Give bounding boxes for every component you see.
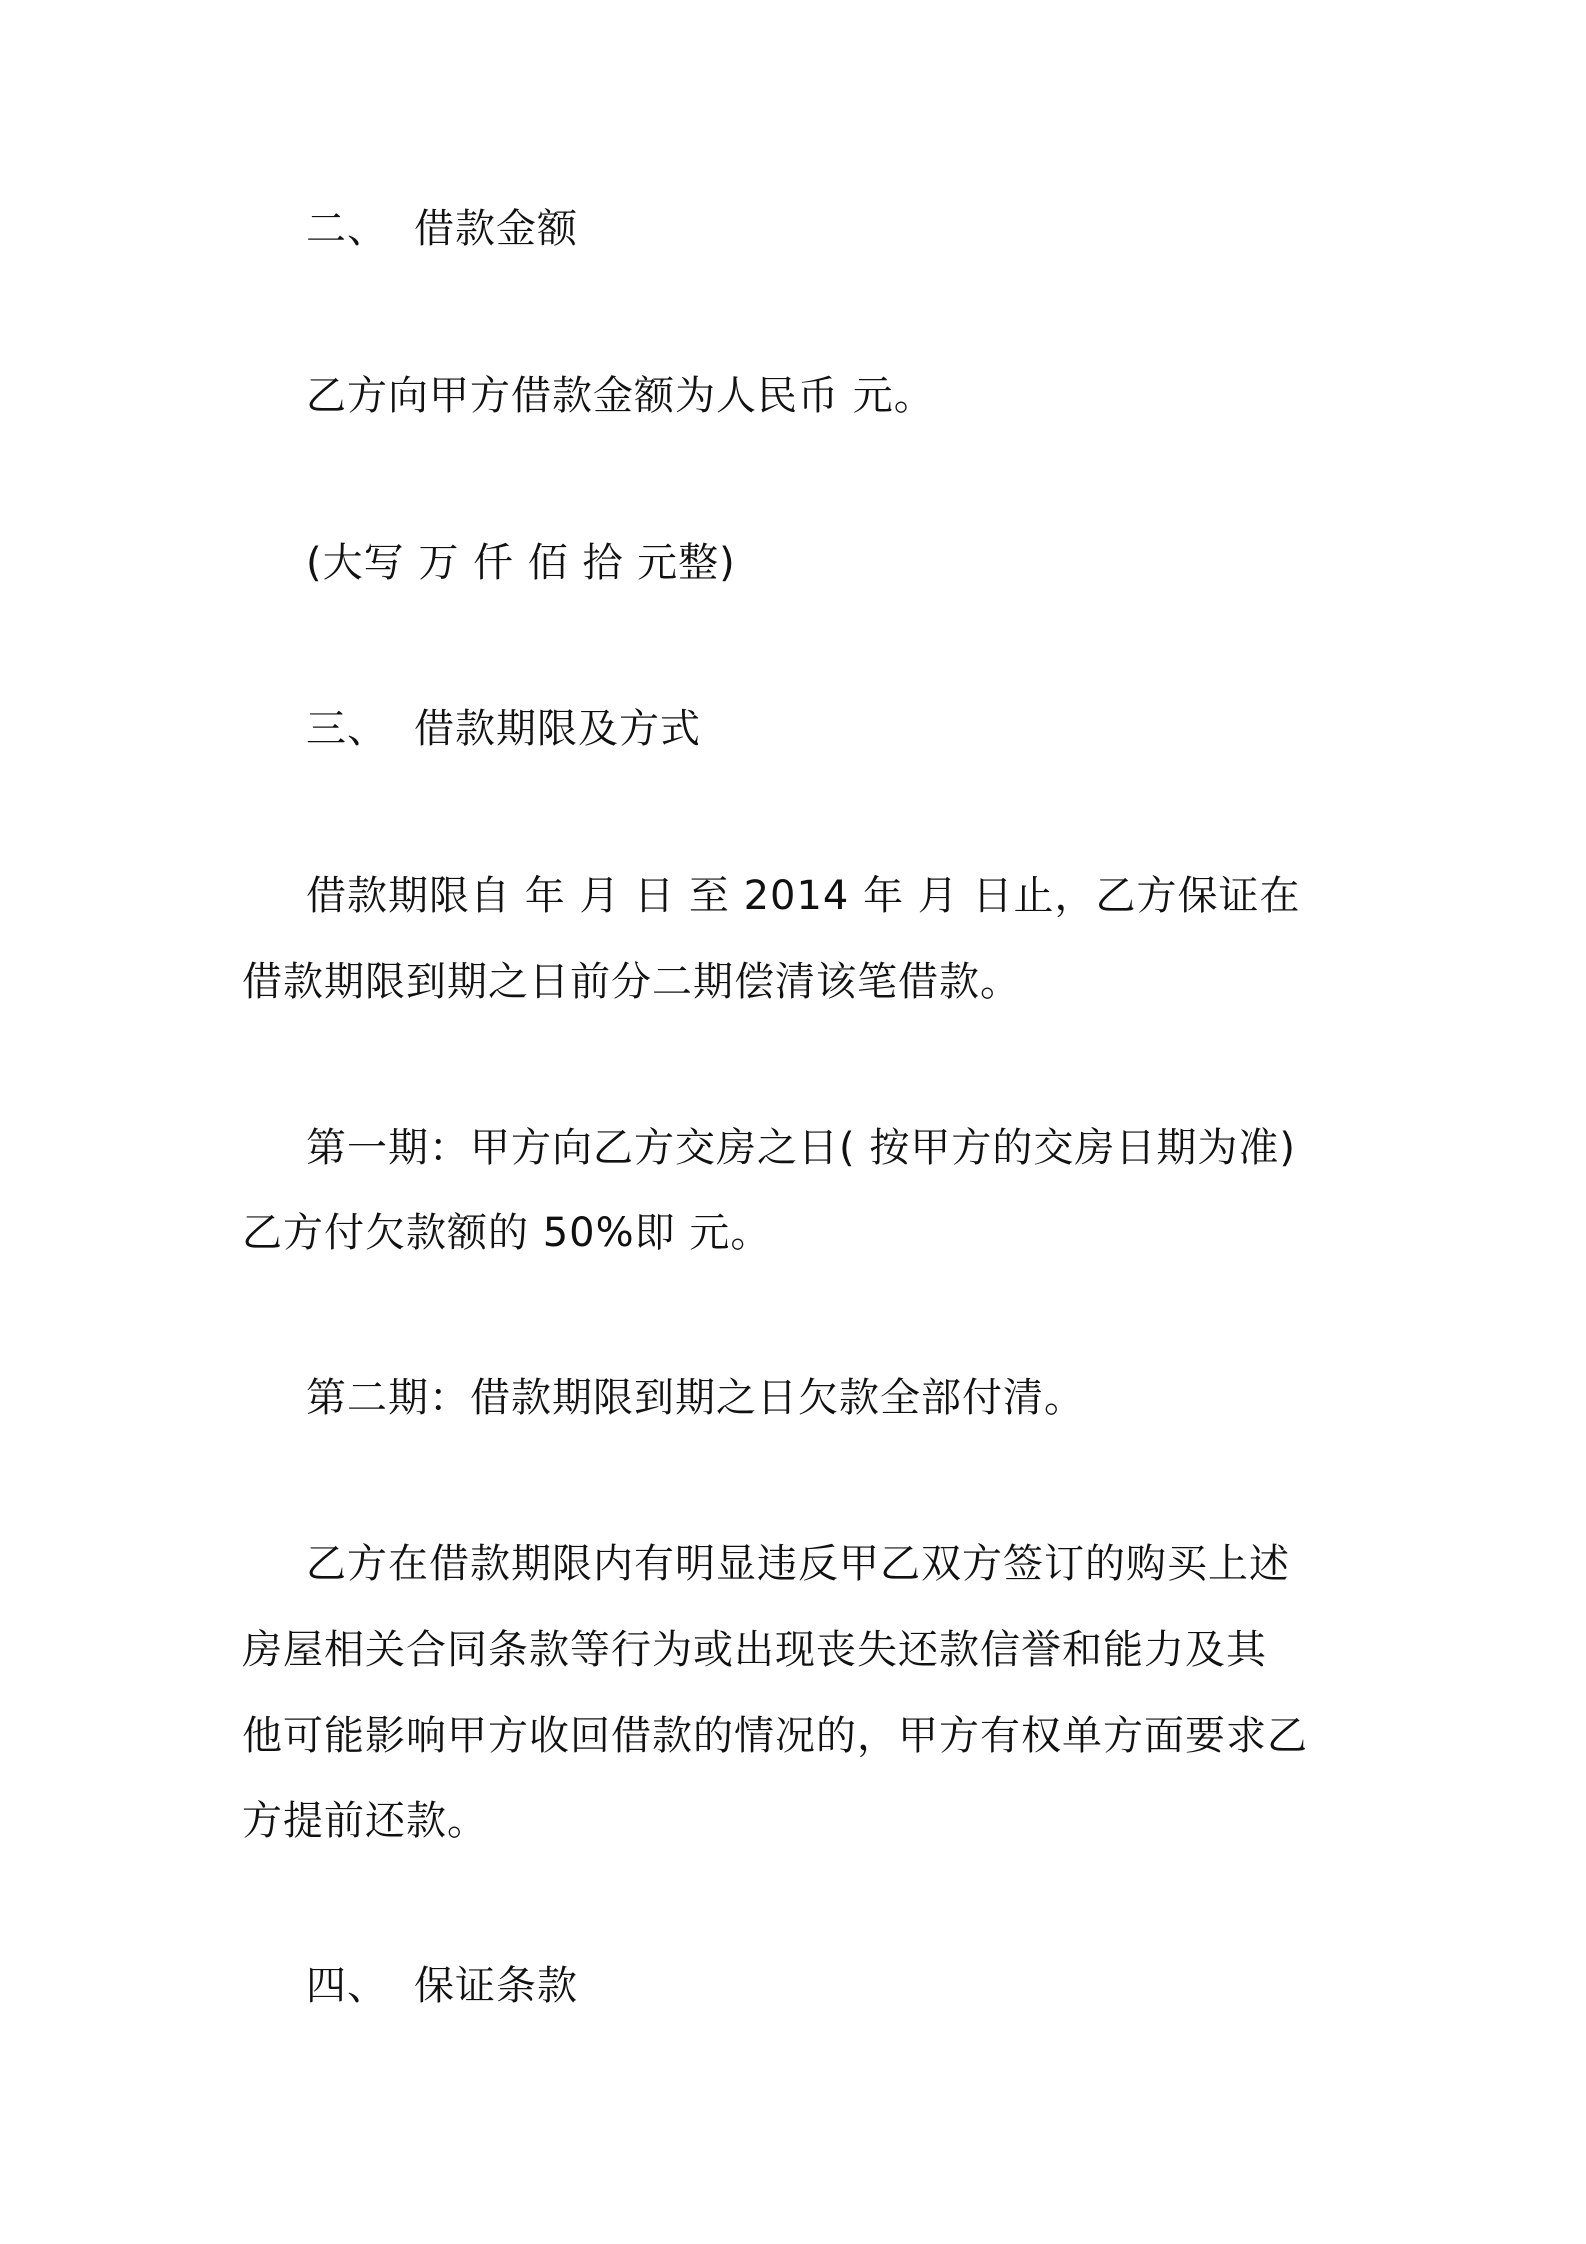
section-4-number: 四、 — [306, 1963, 388, 2009]
term-line-1: 借款期限自 年 月 日 至 2014 年 月 日止，乙方保证在 — [306, 873, 1301, 919]
section-2-title: 借款金额 — [414, 206, 578, 252]
default-clause-line-3: 他可能影响甲方收回借款的情况的，甲方有权单方面要求乙 — [242, 1713, 1308, 1759]
section-2-number: 二、 — [306, 206, 388, 252]
term-line-2: 借款期限到期之日前分二期偿清该笔借款。 — [242, 959, 1021, 1005]
section-3-number: 三、 — [306, 706, 388, 752]
loan-amount-line: 乙方向甲方借款金额为人民币 元。 — [306, 373, 935, 419]
capital-amount-line: (大写 万 仟 佰 拾 元整) — [306, 540, 736, 586]
default-clause-line-1: 乙方在借款期限内有明显违反甲乙双方签订的购买上述 — [306, 1541, 1290, 1587]
section-2-heading — [306, 203, 578, 255]
installment-1-line-2: 乙方付欠款额的 50%即 元。 — [242, 1210, 772, 1256]
section-4-title: 保证条款 — [414, 1963, 578, 2009]
section-3-title: 借款期限及方式 — [414, 706, 701, 752]
section-3-heading — [306, 703, 701, 755]
default-clause-line-2: 房屋相关合同条款等行为或出现丧失还款信誉和能力及其 — [242, 1627, 1267, 1673]
installment-1-line-1: 第一期：甲方向乙方交房之日( 按甲方的交房日期为准) — [306, 1125, 1296, 1171]
installment-2-line: 第二期：借款期限到期之日欠款全部付清。 — [306, 1375, 1085, 1421]
default-clause-line-4: 方提前还款。 — [242, 1798, 488, 1844]
section-4-heading — [306, 1960, 578, 2012]
